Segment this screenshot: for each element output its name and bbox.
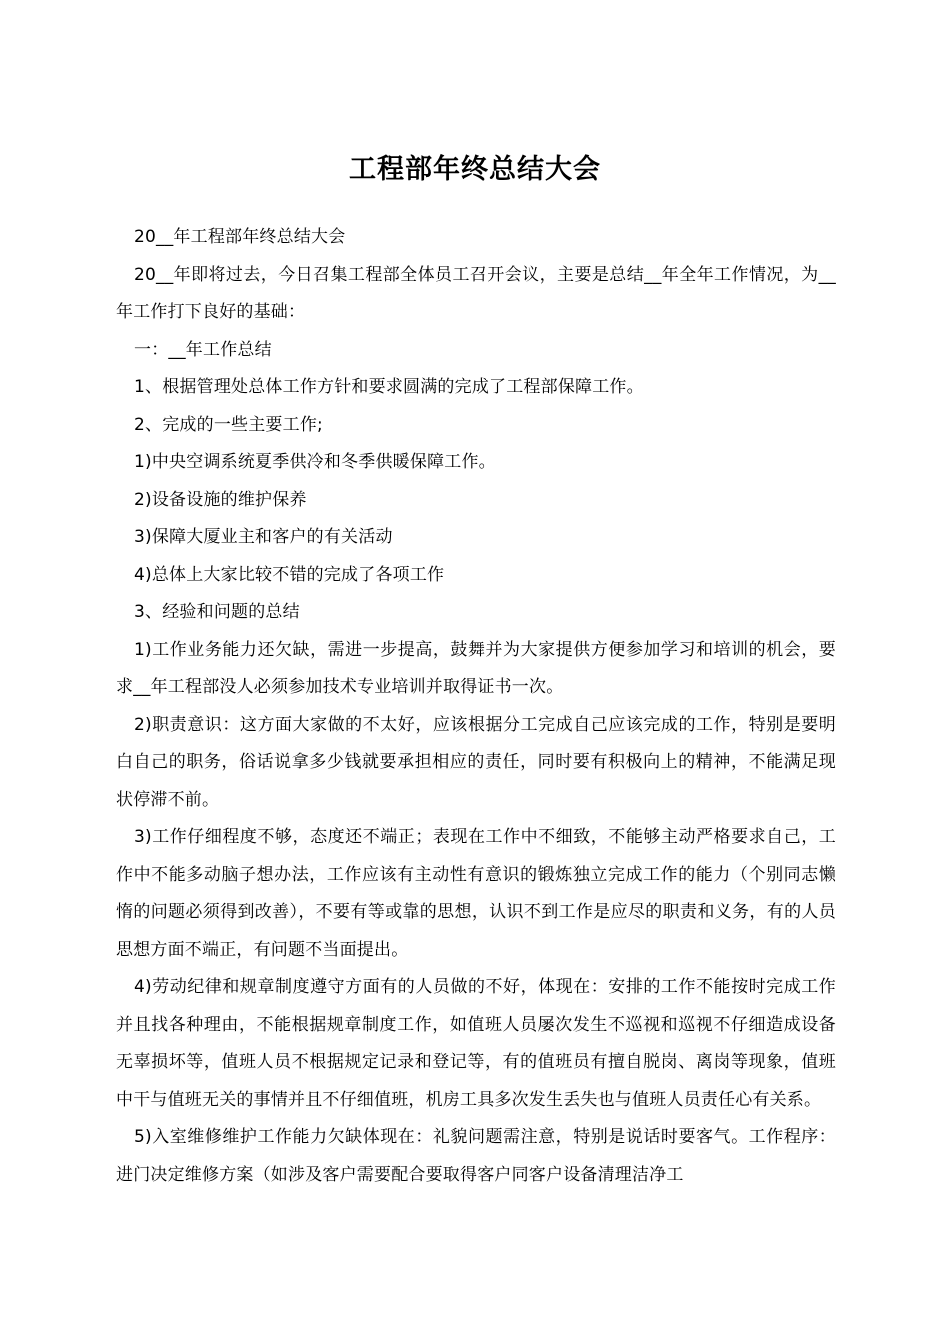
- document-body: [116, 219, 836, 1194]
- section-heading: 一：__年工作总结: [134, 339, 272, 360]
- paragraph: 2、完成的一些主要工作;: [134, 414, 323, 435]
- list-item: 1)中央空调系统夏季供冷和冬季供暖保障工作。: [134, 452, 496, 472]
- list-item: 5)入室维修维护工作能力欠缺体现在：礼貌问题需注意，特别是说话时要客气。工作程序：进门决定维修方案（如涉及客户需要配合要取得客户同客户设备清理洁净工: [116, 1127, 836, 1185]
- paragraph: 20__年即将过去，今日召集工程部全体员工召开会议，主要是总结__年全年工作情况，为__年工作打下良好的基础：: [116, 264, 836, 322]
- list-item: 1)工作业务能力还欠缺，需进一步提高，鼓舞并为大家提供方便参加学习和培训的机会，要求__年工程部没人必须参加技术专业培训并取得证书一次。: [116, 639, 836, 697]
- list-item: 4)总体上大家比较不错的完成了各项工作: [134, 564, 445, 585]
- paragraph: 1、根据管理处总体工作方针和要求圆满的完成了工程部保障工作。: [134, 377, 644, 397]
- list-item: 2)设备设施的维护保养: [134, 489, 307, 510]
- paragraph: 20__年工程部年终总结大会: [134, 227, 346, 247]
- list-item: 3)保障大厦业主和客户的有关活动: [134, 527, 393, 547]
- list-item: 2)职责意识：这方面大家做的不太好，应该根据分工完成自己应该完成的工作，特别是要明白自己的职务，俗话说拿多少钱就要承担相应的责任，同时要有积极向上的精神，不能满足现状停滞不前。: [116, 714, 836, 810]
- list-item: 4)劳动纪律和规章制度遵守方面有的人员做的不好，体现在：安排的工作不能按时完成工作并且找各种理由，不能根据规章制度工作，如值班人员屡次发生不巡视和巡视不仔细造成设备无辜损坏等，值班人员不根据规定记录和登记等，有的值班员有擅自脱岗、离岗等现象，值班中干与值班无关的事情并且不仔细值班，机房工具多次发生丢失也与值班人员责任心有关系。: [116, 977, 836, 1110]
- paragraph: 3、经验和问题的总结: [134, 602, 300, 622]
- document-title: 工程部年终总结大会: [349, 154, 601, 186]
- list-item: 3)工作仔细程度不够，态度还不端正；表现在工作中不细致，不能够主动严格要求自己，工作中不能多动脑子想办法，工作应该有主动性有意识的锻炼独立完成工作的能力（个别同志懒惰的问题必须得到改善），不要有等或靠的思想，认识不到工作是应尽的职责和义务，有的人员思想方面不端正，有问题不当面提出。: [116, 827, 836, 960]
